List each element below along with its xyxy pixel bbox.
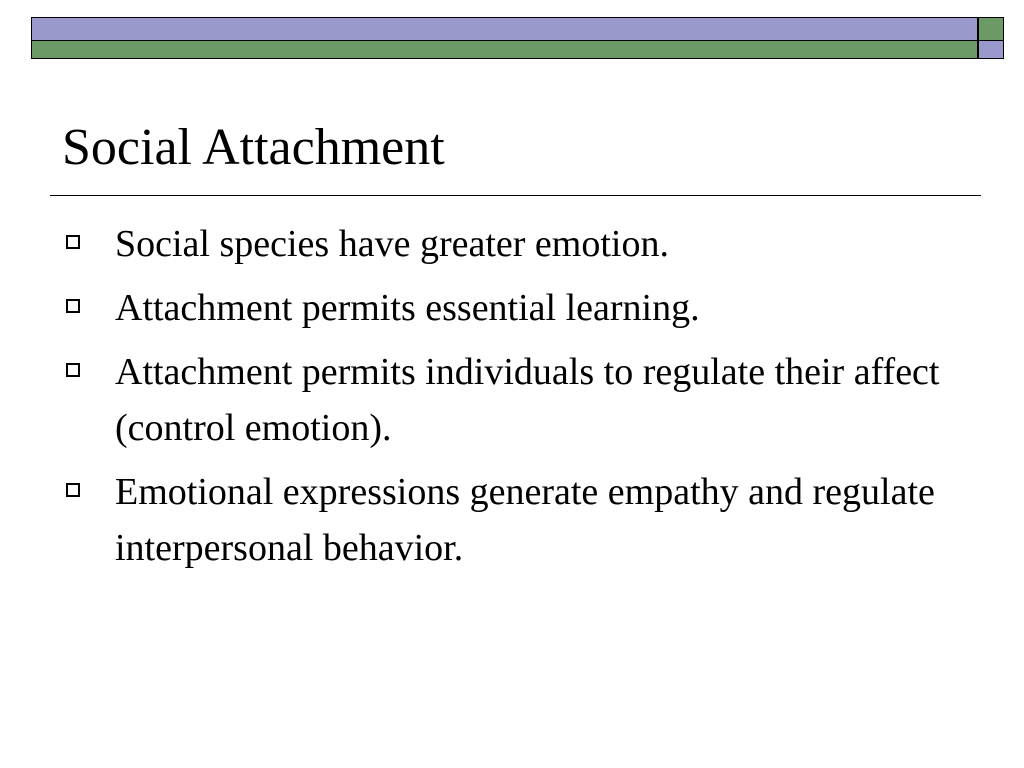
hollow-square-bullet-icon (66, 299, 80, 313)
bullet-item (66, 464, 966, 576)
header-bar-green (31, 41, 978, 59)
bullet-item (66, 344, 966, 456)
bullet-text: Attachment permits individuals to regulate their affect (control emotion). (115, 351, 940, 449)
hollow-square-bullet-icon (66, 483, 80, 497)
header-bar-blue (31, 17, 978, 41)
hollow-square-bullet-icon (66, 363, 80, 377)
bullet-text: Attachment permits essential learning. (115, 287, 700, 329)
bullet-item (66, 216, 966, 272)
bullet-text: Emotional expressions generate empathy and regulate interpersonal behavior. (115, 471, 935, 569)
hollow-square-bullet-icon (66, 235, 80, 249)
bullet-text: Social species have greater emotion. (115, 223, 669, 265)
header-corner-square-green (978, 17, 1004, 41)
bullet-list (66, 216, 966, 584)
title-divider (50, 195, 981, 196)
header-corner-square-blue (978, 41, 1004, 59)
slide-title: Social Attachment (62, 119, 445, 176)
bullet-item (66, 280, 966, 336)
